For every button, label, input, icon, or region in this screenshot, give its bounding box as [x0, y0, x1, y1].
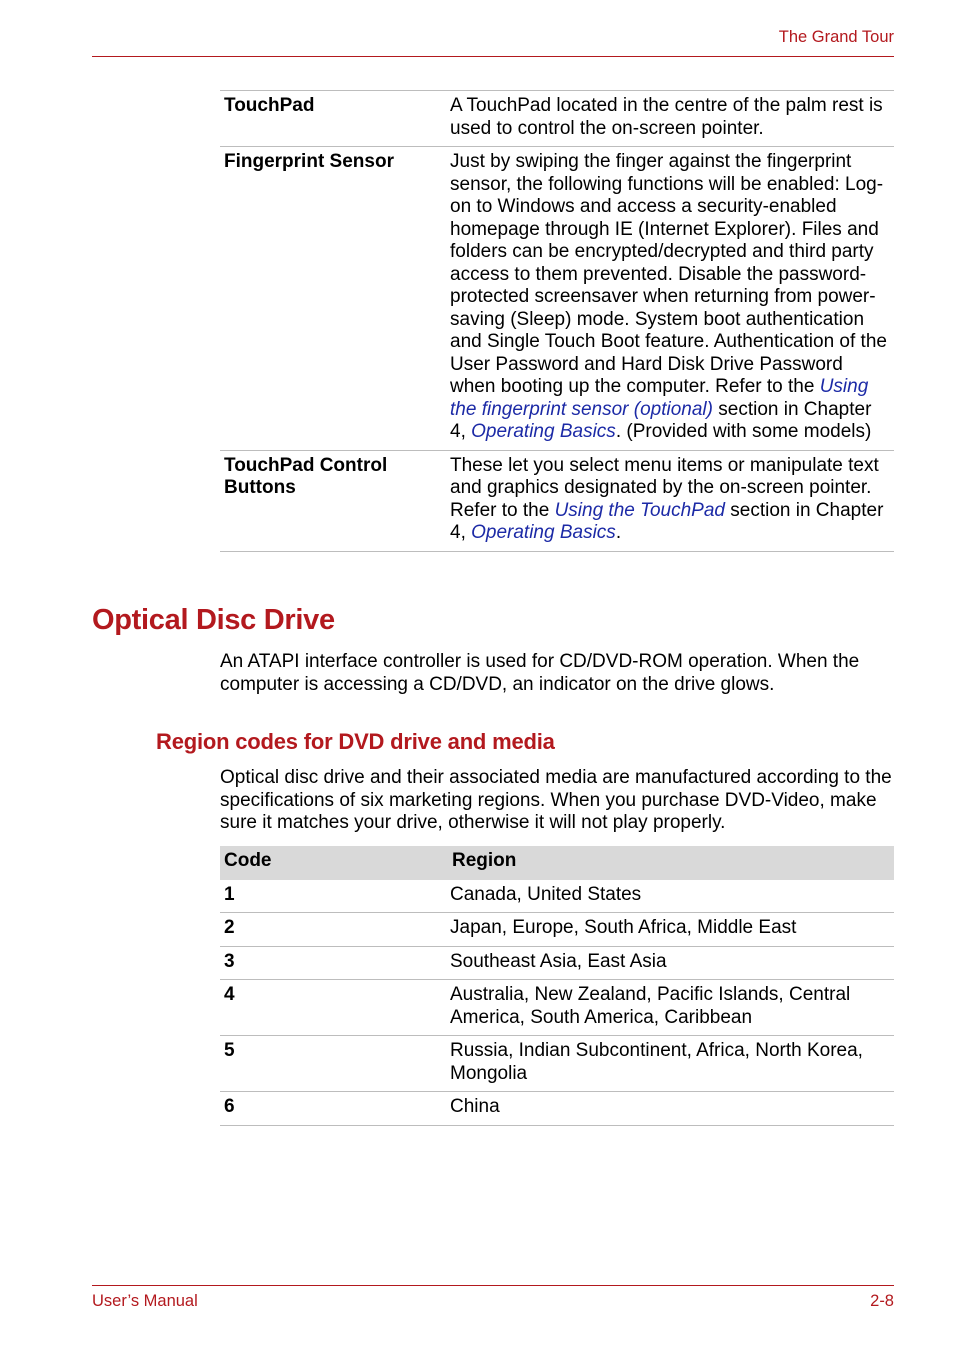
region-code: 1	[224, 883, 235, 905]
region-name: China	[450, 1096, 500, 1117]
region-name: Southeast Asia, East Asia	[450, 950, 667, 972]
table-row	[220, 450, 894, 551]
section-title: Optical Disc Drive	[92, 604, 335, 636]
header-divider	[92, 56, 894, 57]
region-name: Russia, Indian Subcontinent, Africa, North Korea, Mongolia	[450, 1040, 863, 1084]
spec-description: A TouchPad located in the centre of the palm rest is used to control the on-screen pointer.	[450, 95, 883, 139]
footer-manual-title: User’s Manual	[92, 1292, 198, 1310]
spec-term: Fingerprint Sensor	[224, 151, 394, 172]
table-row	[220, 880, 894, 913]
table-row	[220, 147, 894, 451]
table-row	[220, 1092, 894, 1126]
subsection-title: Region codes for DVD drive and media	[156, 729, 555, 754]
region-table	[220, 846, 894, 1126]
touchpad-link[interactable]: Using the TouchPad	[554, 499, 725, 521]
operating-basics-link[interactable]: Operating Basics	[471, 522, 616, 543]
region-code: 3	[224, 950, 235, 972]
region-code: 6	[224, 1096, 235, 1117]
spec-term: TouchPad	[224, 95, 315, 116]
table-row	[220, 91, 894, 147]
region-name: Australia, New Zealand, Pacific Islands, Central America, South America, Caribbean	[450, 984, 851, 1028]
column-header-code: Code	[224, 850, 272, 871]
fingerprint-link[interactable]: Using the fingerprint sensor (optional)	[450, 376, 869, 420]
page-number: 2-8	[870, 1292, 894, 1310]
spec-description: These let you select menu items or manipulate text and graphics designated by the on-screen pointer. Refer to the Using the TouchPad section in Chapter 4, Operating Basics.	[450, 454, 884, 543]
region-name: Canada, United States	[450, 883, 642, 905]
table-row	[220, 946, 894, 980]
running-header: The Grand Tour	[778, 28, 894, 46]
table-row	[220, 913, 894, 947]
region-code: 5	[224, 1040, 235, 1061]
spec-term: TouchPad Control Buttons	[224, 454, 388, 498]
region-code: 2	[224, 917, 235, 938]
column-header-region: Region	[452, 850, 517, 871]
table-row	[220, 1036, 894, 1092]
region-code: 4	[224, 984, 235, 1005]
spec-table	[220, 90, 894, 552]
region-name: Japan, Europe, South Africa, Middle East	[450, 917, 797, 938]
footer-divider	[92, 1285, 894, 1286]
table-header-row	[220, 846, 894, 880]
spec-description: Just by swiping the finger against the fingerprint sensor, the following functions will be enabled: Log-on to Windows and access a security-enabled homepage through IE (Internet Explorer). Files and folders can be encrypted/decrypted and third party access to them prevented. Disable the password-protected screensaver when returning from power-saving (Sleep) mode. System boot authentication and Single Touch Boot feature. Authentication of the User Password and Hard Disk Drive Password when booting up the computer. Refer to the Using the fingerprint sensor (optional) section in Chapter 4, Operating Basics. (Provided with some models)	[450, 151, 887, 442]
operating-basics-link[interactable]: Operating Basics	[471, 421, 616, 442]
section-intro: An ATAPI interface controller is used for CD/DVD-ROM operation. When the computer is accessing a CD/DVD, an indicator on the drive glows.	[220, 651, 860, 695]
subsection-intro: Optical disc drive and their associated media are manufactured according to the specifications of six marketing regions. When you purchase DVD-Video, make sure it matches your drive, otherwise it will not play properly.	[220, 767, 892, 833]
table-row	[220, 980, 894, 1036]
